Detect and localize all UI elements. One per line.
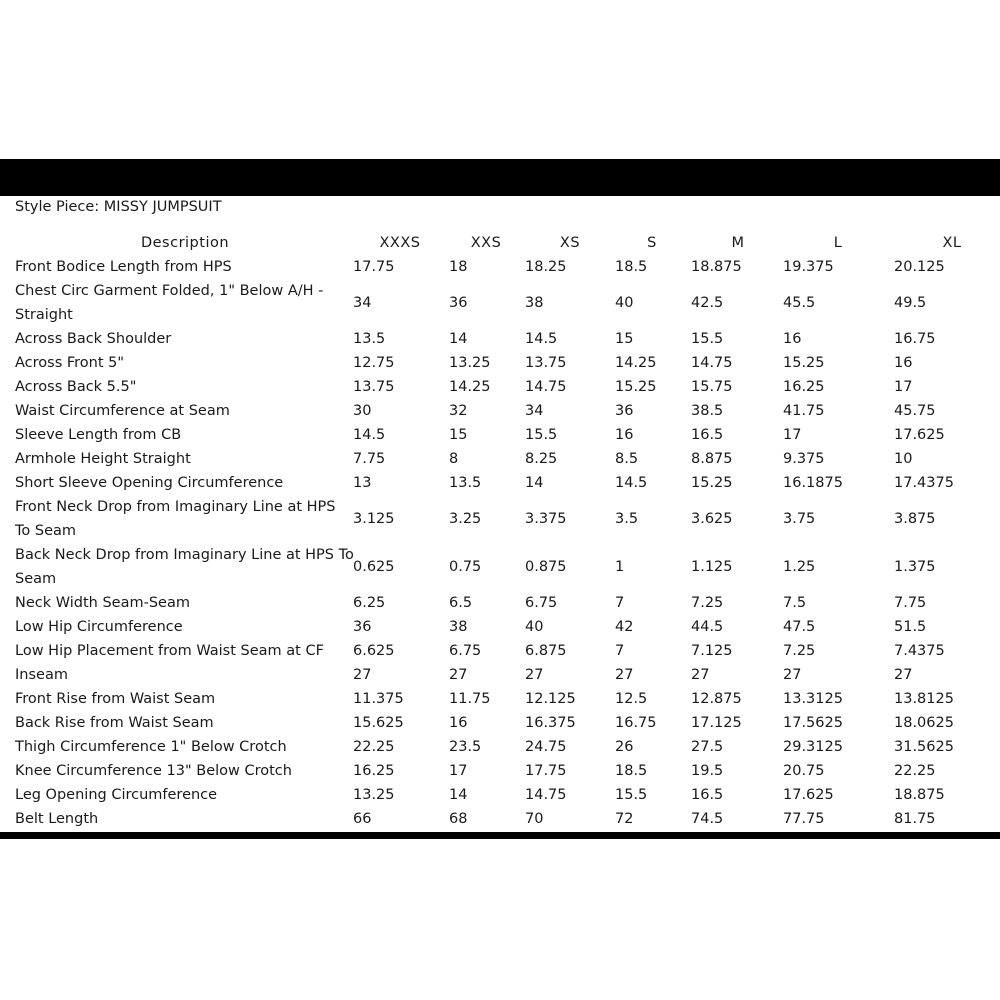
measurement-cell: 7.75 [894,595,927,611]
row-description: Leg Opening Circumference [15,787,218,803]
measurement-cell: 20.75 [783,763,825,779]
measurement-cell: 18.875 [894,787,945,803]
measurement-cell: 1.25 [783,559,816,575]
measurement-cell: 3.25 [449,511,482,527]
header-size: XXXS [379,235,421,251]
measurement-cell: 17.625 [894,427,945,443]
row-description: Back Neck Drop from Imaginary Line at HPS To Seam [15,547,354,587]
table-row [0,591,1000,615]
measurement-cell: 18.25 [525,259,567,275]
measurement-cell: 27 [783,667,802,683]
measurement-cell: 16.375 [525,715,576,731]
measurement-cell: 31.5625 [894,739,954,755]
row-description: Sleeve Length from CB [15,427,182,443]
measurement-cell: 77.75 [783,811,825,827]
measurement-cell: 32 [449,403,468,419]
measurement-cell: 27.5 [691,739,724,755]
measurement-cell: 40 [615,295,634,311]
measurement-cell: 7.75 [353,451,386,467]
measurement-cell: 15.5 [525,427,558,443]
row-description: Knee Circumference 13" Below Crotch [15,763,292,779]
row-description: Low Hip Circumference [15,619,183,635]
table-row [0,543,1000,591]
measurement-cell: 15 [615,331,634,347]
measurement-cell: 16 [783,331,802,347]
measurement-cell: 13.25 [449,355,491,371]
measurement-cell: 38 [525,295,544,311]
measurement-cell: 34 [525,403,544,419]
measurement-cell: 81.75 [894,811,936,827]
measurement-cell: 23.5 [449,739,482,755]
measurement-cell: 17 [894,379,913,395]
measurement-cell: 16 [449,715,468,731]
measurement-cell: 17.5625 [783,715,843,731]
table-row [0,327,1000,351]
measurement-cell: 27 [894,667,913,683]
header-size: XS [559,235,581,251]
measurement-cell: 27 [525,667,544,683]
table-row [0,471,1000,495]
measurement-cell: 14.5 [615,475,648,491]
measurement-cell: 13 [353,475,372,491]
measurement-cell: 7.5 [783,595,807,611]
measurement-cell: 7 [615,643,625,659]
table-row [0,759,1000,783]
measurement-cell: 17.125 [691,715,742,731]
measurement-cell: 3.375 [525,511,567,527]
measurement-cell: 40 [525,619,544,635]
measurement-cell: 6.5 [449,595,473,611]
style-piece-label: Style Piece: MISSY JUMPSUIT [15,199,222,215]
measurement-cell: 18.0625 [894,715,954,731]
measurement-cell: 18.5 [615,763,648,779]
header-size: M [731,235,745,251]
header-size: XL [942,235,962,251]
measurement-cell: 36 [449,295,468,311]
spec-table [0,231,1000,831]
measurement-cell: 14.25 [615,355,657,371]
top-black-bar [0,159,1000,196]
measurement-cell: 16 [894,355,913,371]
measurement-cell: 16.5 [691,787,724,803]
measurement-cell: 15.5 [615,787,648,803]
measurement-cell: 11.75 [449,691,491,707]
measurement-cell: 15 [449,427,468,443]
header-description: Description [140,235,230,251]
measurement-cell: 3.625 [691,511,733,527]
row-description: Across Back Shoulder [15,331,172,347]
measurement-cell: 36 [615,403,634,419]
measurement-cell: 7.25 [691,595,724,611]
measurement-cell: 6.25 [353,595,386,611]
measurement-cell: 17 [783,427,802,443]
measurement-cell: 15.625 [353,715,404,731]
measurement-cell: 14.25 [449,379,491,395]
table-row [0,279,1000,327]
measurement-cell: 24.75 [525,739,567,755]
measurement-cell: 3.5 [615,511,639,527]
measurement-cell: 27 [449,667,468,683]
measurement-cell: 19.5 [691,763,724,779]
row-description: Front Rise from Waist Seam [15,691,216,707]
measurement-cell: 68 [449,811,468,827]
table-row [0,423,1000,447]
header-size: XXS [470,235,502,251]
measurement-cell: 15.25 [615,379,657,395]
table-row [0,687,1000,711]
measurement-cell: 17 [449,763,468,779]
measurement-cell: 6.75 [449,643,482,659]
row-description: Chest Circ Garment Folded, 1" Below A/H - Straight [15,283,324,323]
measurement-cell: 17.75 [525,763,567,779]
measurement-cell: 30 [353,403,372,419]
measurement-cell: 16.75 [615,715,657,731]
measurement-cell: 14.5 [525,331,558,347]
table-row [0,663,1000,687]
measurement-cell: 17.75 [353,259,395,275]
measurement-cell: 15.25 [783,355,825,371]
measurement-cell: 14 [449,787,468,803]
measurement-cell: 20.125 [894,259,945,275]
measurement-cell: 45.75 [894,403,936,419]
measurement-cell: 12.875 [691,691,742,707]
measurement-cell: 16.1875 [783,475,843,491]
bottom-black-bar [0,832,1000,839]
measurement-cell: 18.5 [615,259,648,275]
measurement-cell: 1.125 [691,559,733,575]
measurement-cell: 13.5 [449,475,482,491]
measurement-cell: 47.5 [783,619,816,635]
measurement-cell: 8 [449,451,459,467]
row-description: Front Neck Drop from Imaginary Line at HPS To Seam [15,499,336,539]
measurement-cell: 0.75 [449,559,482,575]
measurement-cell: 16.5 [691,427,724,443]
measurement-cell: 10 [894,451,913,467]
measurement-cell: 14.75 [691,355,733,371]
measurement-cell: 9.375 [783,451,825,467]
measurement-cell: 3.75 [783,511,816,527]
measurement-cell: 7.25 [783,643,816,659]
measurement-cell: 15.5 [691,331,724,347]
measurement-cell: 18.875 [691,259,742,275]
row-description: Waist Circumference at Seam [15,403,230,419]
measurement-cell: 42 [615,619,634,635]
row-description: Short Sleeve Opening Circumference [15,475,284,491]
row-description: Low Hip Placement from Waist Seam at CF [15,643,324,659]
row-description: Across Front 5" [15,355,125,371]
measurement-cell: 13.5 [353,331,386,347]
measurement-cell: 13.8125 [894,691,954,707]
measurement-cell: 26 [615,739,634,755]
measurement-cell: 1.375 [894,559,936,575]
table-header-row [0,231,1000,255]
measurement-cell: 8.5 [615,451,639,467]
measurement-cell: 6.625 [353,643,395,659]
measurement-cell: 16 [615,427,634,443]
measurement-cell: 14.75 [525,379,567,395]
measurement-cell: 14 [449,331,468,347]
measurement-cell: 41.75 [783,403,825,419]
measurement-cell: 42.5 [691,295,724,311]
measurement-cell: 15.25 [691,475,733,491]
measurement-cell: 3.125 [353,511,395,527]
table-row [0,399,1000,423]
measurement-cell: 45.5 [783,295,816,311]
table-row [0,255,1000,279]
measurement-cell: 1 [615,559,625,575]
table-row [0,639,1000,663]
row-description: Front Bodice Length from HPS [15,259,232,275]
measurement-cell: 29.3125 [783,739,843,755]
measurement-cell: 12.75 [353,355,395,371]
measurement-cell: 0.625 [353,559,395,575]
measurement-cell: 0.875 [525,559,567,575]
measurement-cell: 13.75 [525,355,567,371]
measurement-cell: 72 [615,811,634,827]
measurement-cell: 15.75 [691,379,733,395]
measurement-cell: 6.75 [525,595,558,611]
measurement-cell: 44.5 [691,619,724,635]
measurement-cell: 14.75 [525,787,567,803]
header-size: L [833,235,843,251]
measurement-cell: 3.875 [894,511,936,527]
measurement-cell: 17.4375 [894,475,954,491]
table-row [0,615,1000,639]
measurement-cell: 16.25 [353,763,395,779]
measurement-cell: 16.75 [894,331,936,347]
measurement-cell: 16.25 [783,379,825,395]
row-description: Thigh Circumference 1" Below Crotch [15,739,287,755]
row-description: Armhole Height Straight [15,451,191,467]
table-row [0,711,1000,735]
measurement-cell: 27 [353,667,372,683]
measurement-cell: 49.5 [894,295,927,311]
measurement-cell: 14 [525,475,544,491]
measurement-cell: 7.125 [691,643,733,659]
measurement-cell: 13.75 [353,379,395,395]
table-row [0,735,1000,759]
table-row [0,351,1000,375]
measurement-cell: 22.25 [894,763,936,779]
row-description: Belt Length [15,811,99,827]
table-row [0,447,1000,471]
measurement-cell: 34 [353,295,372,311]
measurement-cell: 18 [449,259,468,275]
header-size: S [647,235,657,251]
measurement-cell: 7.4375 [894,643,945,659]
row-description: Back Rise from Waist Seam [15,715,214,731]
measurement-cell: 74.5 [691,811,724,827]
row-description: Across Back 5.5" [15,379,137,395]
measurement-cell: 14.5 [353,427,386,443]
measurement-cell: 13.25 [353,787,395,803]
measurement-cell: 8.25 [525,451,558,467]
table-row [0,783,1000,807]
measurement-cell: 22.25 [353,739,395,755]
measurement-cell: 27 [691,667,710,683]
measurement-cell: 70 [525,811,544,827]
row-description: Inseam [15,667,68,683]
measurement-cell: 27 [615,667,634,683]
table-row [0,375,1000,399]
row-description: Neck Width Seam-Seam [15,595,190,611]
measurement-cell: 38.5 [691,403,724,419]
measurement-cell: 12.5 [615,691,648,707]
measurement-cell: 36 [353,619,372,635]
measurement-cell: 38 [449,619,468,635]
measurement-cell: 66 [353,811,372,827]
measurement-cell: 11.375 [353,691,404,707]
table-row [0,807,1000,831]
measurement-cell: 17.625 [783,787,834,803]
measurement-cell: 8.875 [691,451,733,467]
measurement-cell: 51.5 [894,619,927,635]
measurement-cell: 7 [615,595,625,611]
measurement-cell: 13.3125 [783,691,843,707]
measurement-cell: 19.375 [783,259,834,275]
measurement-cell: 12.125 [525,691,576,707]
table-row [0,495,1000,543]
measurement-cell: 6.875 [525,643,567,659]
